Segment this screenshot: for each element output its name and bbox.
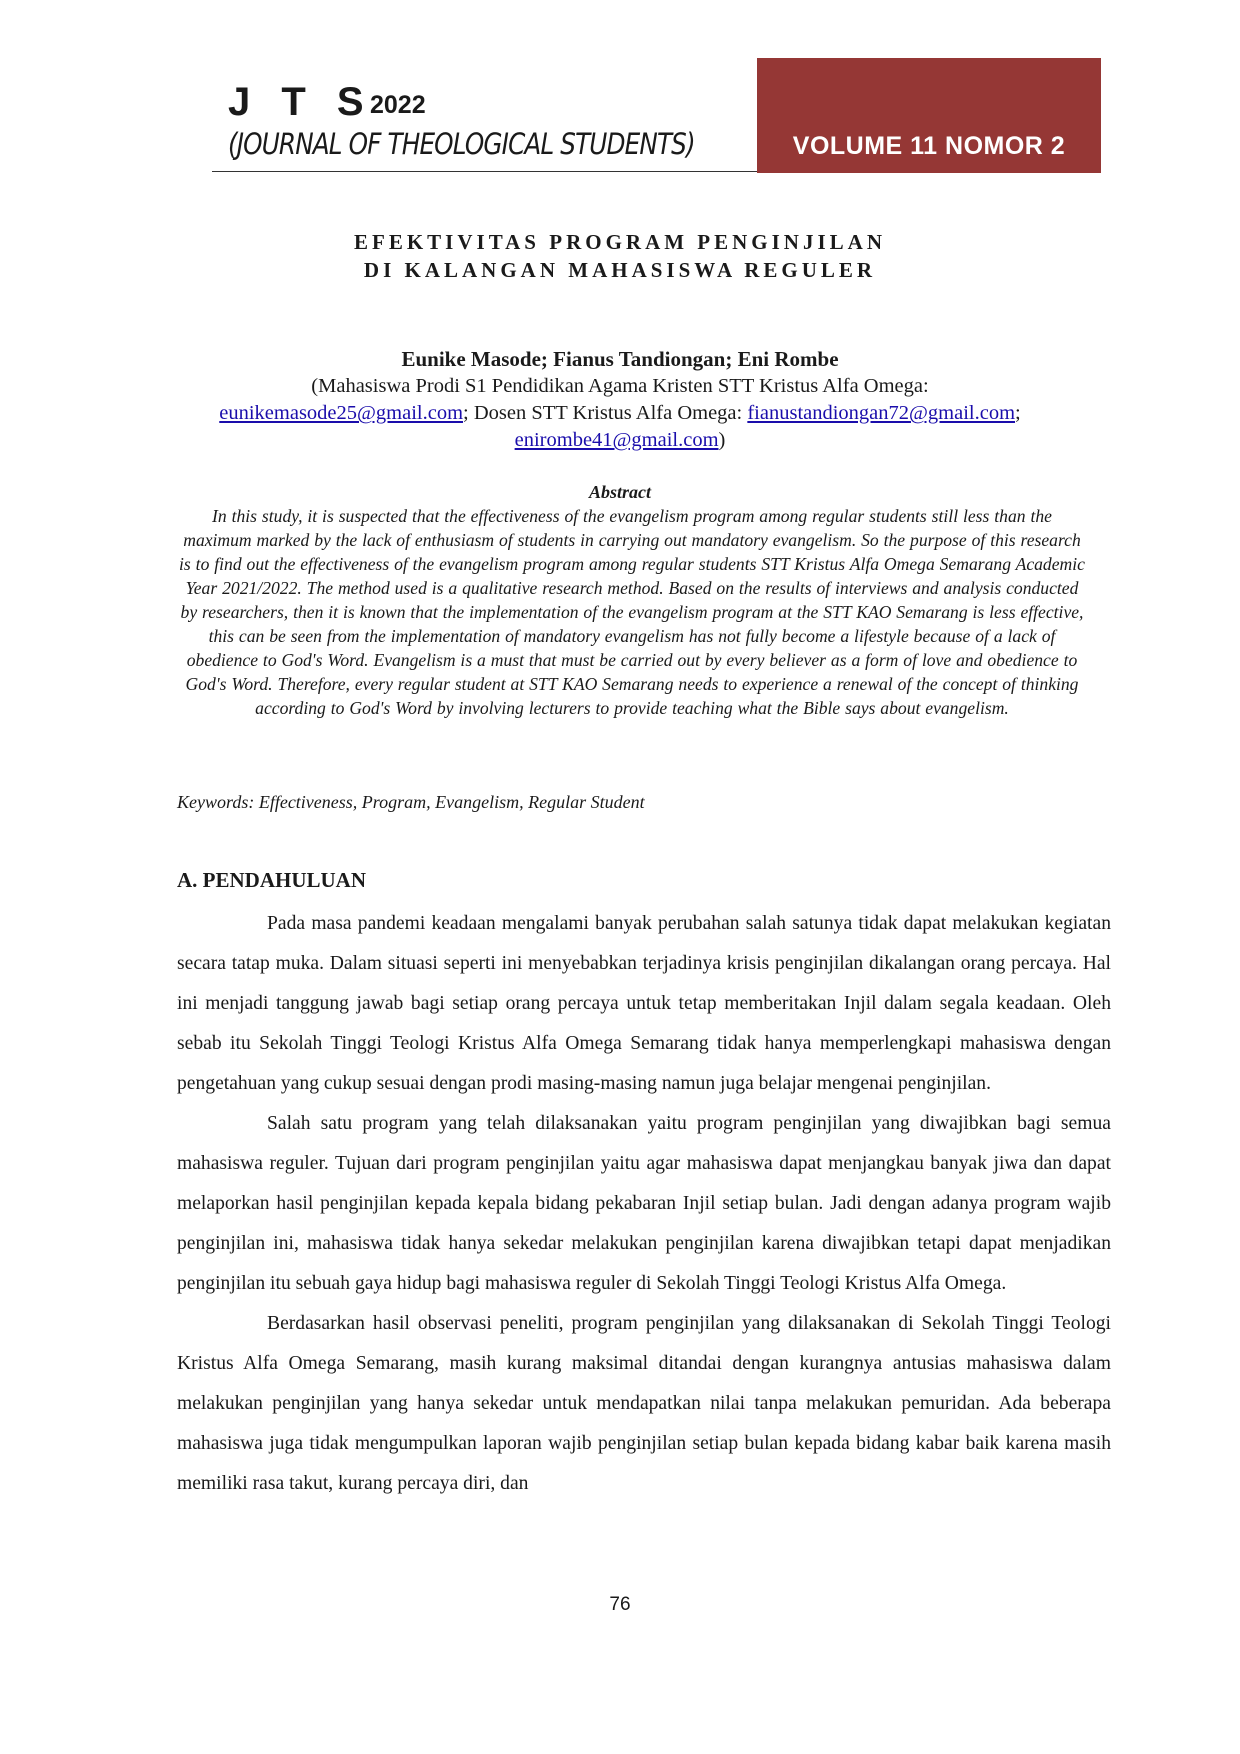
- section-body: [177, 904, 1111, 1504]
- affiliation-text: (Mahasiswa Prodi S1 Pendidikan Agama Kristen STT Kristus Alfa Omega:: [311, 375, 929, 397]
- abstract-text: In this study, it is suspected that the effectiveness of the evangelism program among regular students still less than the maximum marked by the lack of enthusiasm of students in carrying out mandatory evangelism. So the purpose of this research is to find out the effectiveness of the evangelism program among regular students STT Kristus Alfa Omega Semarang Academic Year 2021/2022. The method used is a qualitative research method. Based on the results of interviews and analysis conducted by researchers, then it is known that the implementation of the evangelism program at the STT KAO Semarang is less effective, this can be seen from the implementation of mandatory evangelism has not fully become a lifestyle because of a lack of obedience to God's Word. Evangelism is a must that must be carried out by every believer as a form of love and obedience to God's Word. Therefore, every regular student at STT KAO Semarang needs to experience a renewal of the concept of thinking according to God's Word by involving lecturers to provide teaching what the Bible says about evangelism.: [179, 506, 1085, 718]
- header-divider: [212, 171, 758, 172]
- affiliation-lecturer-text: ; Dosen STT Kristus Alfa Omega:: [463, 402, 748, 424]
- volume-banner: [757, 58, 1101, 173]
- author-affiliation: [160, 373, 1080, 454]
- paragraph: Berdasarkan hasil observasi peneliti, program penginjilan yang dilaksanakan di Sekolah Tinggi Teologi Kristus Alfa Omega Semarang, masih kurang maksimal ditandai dengan kurangnya antusias mahasiswa dalam melakukan penginjilan yang hanya sekedar untuk mendapatkan nilai tanpa melakukan pemuridan. Ada beberapa mahasiswa juga tidak mengumpulkan laporan wajib penginjilan setiap bulan kepada bidang kabar baik karena masih memiliki rasa takut, kurang percaya diri, dan: [177, 1313, 1111, 1494]
- author-list: Eunike Masode; Fianus Tandiongan; Eni Rombe: [401, 347, 839, 371]
- paragraph: Pada masa pandemi keadaan mengalami banyak perubahan salah satunya tidak dapat melakukan kegiatan secara tatap muka. Dalam situasi seperti ini menyebabkan terjadinya krisis penginjilan dikalangan orang percaya. Hal ini menjadi tanggung jawab bagi setiap orang percaya untuk tetap memberitakan Injil dalam segala keadaan. Oleh sebab itu Sekolah Tinggi Teologi Kristus Alfa Omega Semarang tidak hanya memperlengkapi mahasiswa dengan pengetahuan yang cukup sesuai dengan prodi masing-masing namun juga belajar mengenai penginjilan.: [177, 913, 1111, 1094]
- abstract-heading: Abstract: [588, 482, 651, 502]
- journal-name: (JOURNAL OF THEOLOGICAL STUDENTS): [228, 127, 695, 161]
- article-title-line-1: EFEKTIVITAS PROGRAM PENGINJILAN: [354, 230, 886, 254]
- email-link-eni[interactable]: enirombe41@gmail.com: [514, 429, 719, 451]
- paragraph: Salah satu program yang telah dilaksanakan yaitu program penginjilan yang diwajibkan bagi semua mahasiswa reguler. Tujuan dari program penginjilan yaitu agar mahasiswa dapat menjangkau banyak jiwa dan dapat melaporkan hasil penginjilan kepada kepala bidang pekabaran Injil setiap bulan. Jadi dengan adanya program wajib penginjilan ini, mahasiswa tidak hanya sekedar melakukan penginjilan karena diwajibkan tetapi dapat menjadikan penginjilan itu sebuah gaya hidup bagi mahasiswa reguler di Sekolah Tinggi Teologi Kristus Alfa Omega.: [177, 1113, 1111, 1294]
- email-link-eunike[interactable]: eunikemasode25@gmail.com: [219, 402, 464, 424]
- email-link-fianus[interactable]: fianustandiongan72@gmail.com: [747, 402, 1016, 424]
- article-title-line-2: DI KALANGAN MAHASISWA REGULER: [363, 258, 877, 282]
- keywords: Keywords: Effectiveness, Program, Evangelism, Regular Student: [177, 792, 645, 812]
- volume-label: VOLUME 11 NOMOR 2: [792, 132, 1066, 160]
- affiliation-separator: ;: [1015, 402, 1021, 424]
- page-number: 76: [609, 1594, 631, 1615]
- section-heading: A. PENDAHULUAN: [177, 868, 366, 892]
- journal-abbreviation: J T S: [228, 80, 374, 124]
- affiliation-close: ): [718, 429, 726, 451]
- journal-year: 2022: [370, 91, 426, 119]
